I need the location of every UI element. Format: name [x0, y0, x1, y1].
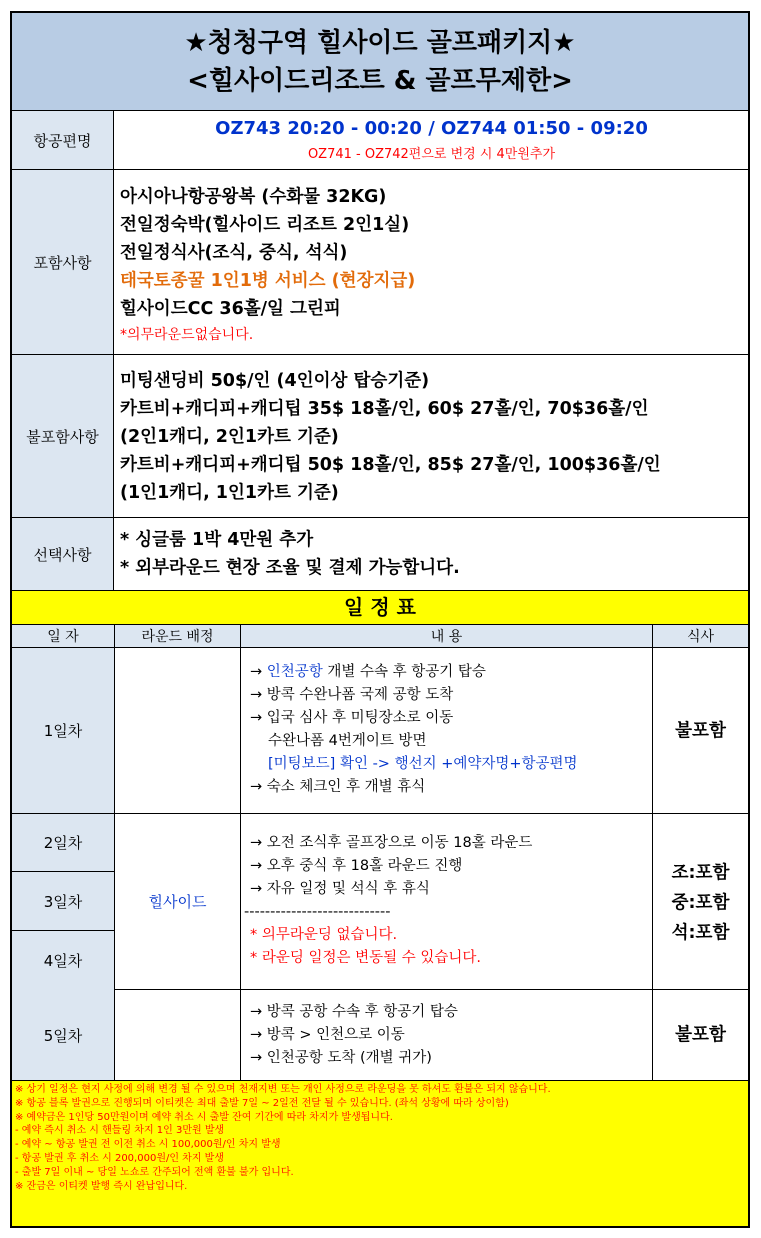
note-line: ※ 항공 블록 발권으로 진행되며 이티켓은 최대 출발 7일 ~ 2일전 전달 될 수 있습니다. (좌석 상황에 따라 상이함): [15, 1097, 509, 1109]
day3-label: 3일차: [12, 872, 114, 931]
included-item: 전일정숙박(힐사이드 리조트 2인1실): [120, 215, 410, 235]
package-sheet: [10, 11, 750, 1228]
note-line: ※ 상기 일정은 현지 사정에 의해 변경 될 수 있으며 천재지변 또는 개인 사정으로 라운딩을 못 하셔도 환불은 되지 않습니다.: [15, 1084, 551, 1095]
day1-line: → 입국 심사 후 미팅장소로 이동: [250, 710, 454, 726]
schedule-header: [12, 625, 748, 648]
title-line-1: ★청청구역 힐사이드 골프패키지★: [184, 28, 576, 58]
days234-row: [12, 814, 748, 990]
note-line: ※ 잔금은 이티켓 발행 즉시 완납입니다.: [15, 1180, 188, 1192]
included-item: 아시아나항공왕복 (수화물 32KG): [120, 187, 387, 207]
included-row: [12, 170, 748, 355]
day5-line: → 인천공항 도착 (개별 귀가): [250, 1050, 432, 1066]
package-title: [12, 13, 748, 111]
meal-dinner: 석:포함: [671, 923, 730, 943]
optional-item: * 외부라운드 현장 조율 및 결제 가능합니다.: [120, 558, 460, 578]
optional-item: * 싱글룸 1박 4만원 추가: [120, 530, 314, 550]
schedule-title: 일 정 표: [12, 591, 748, 625]
flight-main: OZ743 20:20 - 00:20 / OZ744 01:50 - 09:20: [215, 118, 648, 139]
excluded-row: [12, 355, 748, 518]
day5-meal: 불포함: [675, 1025, 726, 1045]
course-hillside: 힐사이드: [148, 893, 207, 911]
note-line: - 출발 7일 이내 ~ 당일 노쇼로 간주되어 전액 환불 불가 입니다.: [15, 1166, 294, 1178]
flight-note: OZ741 - OZ742편으로 변경 시 4만원추가: [307, 147, 556, 162]
days234-meals: [653, 858, 748, 948]
day5-content: [250, 1001, 650, 1070]
days234-line: → 오전 조식후 골프장으로 이동 18홀 라운드: [250, 835, 533, 851]
day1-row: [12, 648, 748, 814]
note-line: ※ 예약금은 1인당 50만원이며 예약 취소 시 출발 잔여 기간에 따라 차지가 발생됩니다.: [15, 1111, 393, 1123]
optional-label: 선택사항: [12, 518, 114, 590]
day1-line: → 방콕 수완나폼 국제 공항 도착: [250, 687, 454, 703]
excluded-item: 카트비+캐디피+캐디팁 35$ 18홀/인, 60$ 27홀/인, 70$36홀/인: [120, 399, 649, 419]
day1-line: 수완나폼 4번게이트 방면: [268, 733, 427, 749]
days234-note: * 의무라운딩 없습니다.: [250, 927, 398, 943]
day5-line: → 방콕 > 인천으로 이동: [250, 1027, 405, 1043]
excluded-item: (2인1캐디, 2인1카트 기준): [120, 427, 339, 447]
header-day: 일 자: [47, 629, 79, 645]
header-round: 라운드 배정: [141, 629, 214, 645]
header-content: 내 용: [430, 629, 463, 645]
day2-label: 2일차: [12, 814, 114, 872]
days234-divider: ----------------------------: [244, 904, 391, 920]
header-meal: 식사: [686, 629, 715, 645]
excluded-label: 불포함사항: [12, 355, 114, 517]
day1-meeting-board: [미팅보드] 확인 -> 행선지 +예약자명+항공편명: [268, 756, 578, 772]
meal-lunch: 중:포함: [671, 893, 730, 913]
included-item: 전일정식사(조식, 중식, 석식): [120, 243, 348, 263]
day1-line: → 인천공항 개별 수속 후 항공기 탑승: [250, 664, 486, 680]
included-label: 포함사항: [12, 170, 114, 354]
flight-label: 항공편명: [12, 111, 114, 169]
note-line: - 예약 ~ 항공 발권 전 이전 취소 시 100,000원/인 차지 발생: [15, 1139, 281, 1151]
included-item-honey: 태국토종꿀 1인1병 서비스 (현장지급): [120, 271, 416, 291]
day1-label: 1일차: [12, 648, 114, 813]
note-line: - 항공 발권 후 취소 시 200,000원/인 차지 발생: [15, 1152, 224, 1164]
day5-row: [12, 990, 748, 1081]
excluded-item: (1인1캐디, 1인1카트 기준): [120, 483, 339, 503]
day1-meal: 불포함: [675, 720, 726, 741]
optional-row: [12, 518, 748, 591]
flight-row: [12, 111, 748, 170]
included-note: *의무라운드없습니다.: [120, 327, 254, 343]
day1-line: → 숙소 체크인 후 개별 휴식: [250, 779, 426, 795]
notes-box: [12, 1081, 748, 1226]
days234-content: [244, 832, 650, 970]
day4-label: 4일차: [43, 952, 83, 970]
day1-content: [250, 661, 650, 799]
incheon-airport-text: 인천공항: [266, 664, 323, 680]
excluded-item: 카트비+캐디피+캐디팁 50$ 18홀/인, 85$ 27홀/인, 100$36홀/인: [120, 455, 661, 475]
meal-breakfast: 조:포함: [671, 863, 730, 883]
day5-line: → 방콕 공항 수속 후 항공기 탑승: [250, 1004, 458, 1020]
included-item: 힐사이드CC 36홀/일 그린피: [120, 299, 341, 319]
excluded-item: 미팅샌딩비 50$/인 (4인이상 탑승기준): [120, 371, 430, 391]
days234-note: * 라운딩 일정은 변동될 수 있습니다.: [250, 950, 482, 966]
days234-line: → 오후 중식 후 18홀 라운드 진행: [250, 858, 463, 874]
days234-line: → 자유 일정 및 석식 후 휴식: [250, 881, 430, 897]
note-line: - 예약 즉시 취소 시 핸들링 차지 1인 3만원 발생: [15, 1125, 225, 1137]
days234-labels: [12, 814, 114, 990]
day5-label: 5일차: [12, 990, 114, 1080]
title-line-2: <힐사이드리조트 & 골프무제한>: [187, 66, 573, 96]
